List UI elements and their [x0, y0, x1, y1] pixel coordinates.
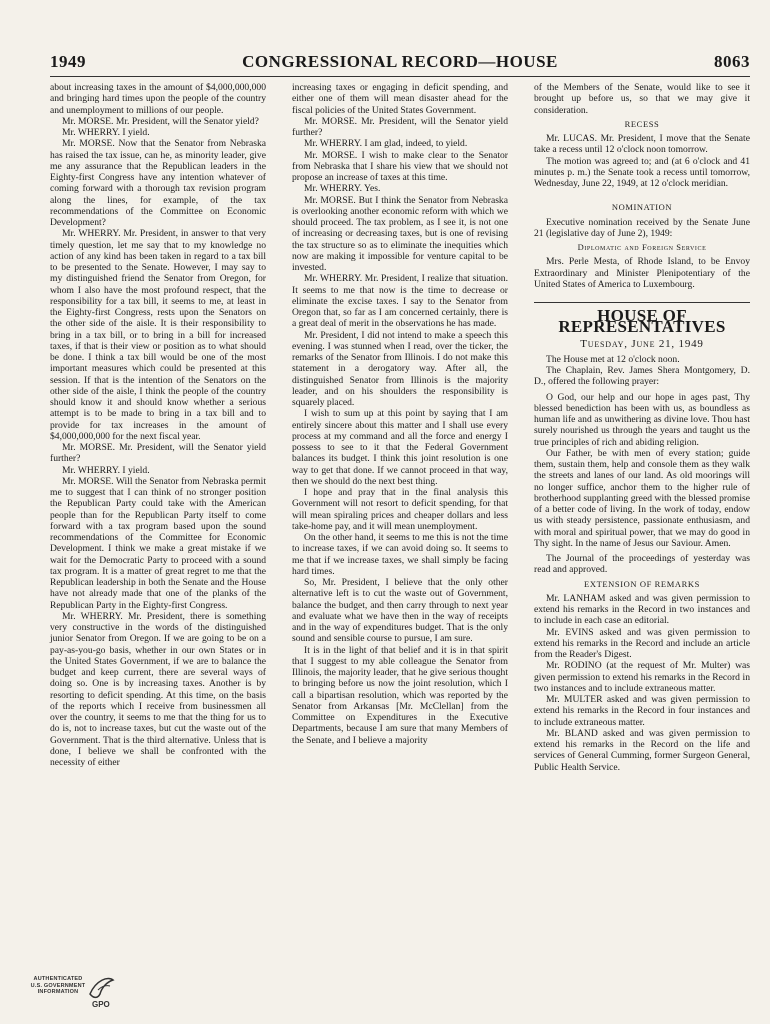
- paragraph: Mr. President, I did not intend to make a speech this evening. I was stunned when I read, over the ticker, the remarks of the Senator from Illinois. I do not make this statement in a derogatory way. After all, the distinguished Senator from Illinois is the majority leader, and on his shoulders the responsibility is squarely placed.: [292, 329, 508, 408]
- paragraph: Mr. MORSE. Mr. President, will the Senator yield?: [62, 115, 259, 127]
- paragraph: Mr. LUCAS. Mr. President, I move that the Senate take a recess until 12 o'clock noon tomorrow.: [534, 133, 750, 156]
- column-3: [534, 82, 750, 773]
- paragraph: about increasing taxes in the amount of $4,000,000,000 and bringing hard times upon the people of the country and unemployment to millions of our people.: [50, 82, 266, 116]
- paragraph: of the Members of the Senate, would like to see it brought up before us, so that we may give it consideration.: [534, 82, 750, 116]
- paragraph: Our Father, be with men of every station; guide them, sustain them, help and console them as they walk the streets and lanes of our land. As old moorings will no longer suffice, anchor them to the higher rule of brotherhood supplanting greed with the blessed promise of a better code of living. In the work of today, endow us with steady persistence, passionate enthusiasm, and with moral and spiritual power, that we may do good in Thy sight. In the name of Jesus our Saviour. Amen.: [534, 447, 750, 549]
- paragraph: Mr. MORSE. But I think the Senator from Nebraska is overlooking another economic reform with which we should proceed. The tax problem, as I see it, is not one of increasing or decreasing taxes, but is one of revising the tax structure so as to eliminate the inequities which now are making it impossible for venture capital to be invested.: [292, 194, 508, 273]
- session-date: Tuesday, June 21, 1949: [580, 337, 704, 350]
- paragraph: Mr. MORSE. Now that the Senator from Nebraska has raised the tax issue, can he, as minority leader, give me any assurance that the Republican leaders in the Eighty-first Congress have any intention whatever of coming forward with a thorough tax revision program along the lines, for example, of the tax recommendations of the Committee on Economic Development?: [50, 138, 266, 228]
- column-2: [292, 82, 508, 773]
- nomination-heading: NOMINATION: [611, 202, 673, 213]
- paragraph: Executive nomination received by the Senate June 21 (legislative day of June 2), 1949:: [534, 216, 750, 239]
- paragraph: Mr. MORSE. I wish to make clear to the Senator from Nebraska that I share his view that we should not propose an increase of taxes at this time.: [292, 149, 508, 183]
- header-page-number: 8063: [714, 52, 750, 71]
- paragraph: Mr. WHERRY. I yield.: [62, 127, 150, 138]
- paragraph: Mr. WHERRY. I yield.: [62, 464, 150, 476]
- header-title: CONGRESSIONAL RECORD—HOUSE: [242, 52, 558, 71]
- paragraph: Mr. WHERRY. Yes.: [304, 183, 381, 195]
- house-title: HOUSE OF REPRESENTATIVES: [534, 302, 750, 333]
- paragraph: Mr. RODINO (at the request of Mr. Multer) was given permission to extend his remarks in the Record in two instances and to include extraneous matter.: [534, 660, 750, 694]
- paragraph: Mrs. Perle Mesta, of Rhode Island, to be Envoy Extraordinary and Minister Plenipotentiary of the United States of America to Luxembourg.: [534, 256, 750, 290]
- paragraph: Mr. LANHAM asked and was given permission to extend his remarks in the Record in two instances and to include in each case an editorial.: [534, 592, 750, 627]
- paragraph: I wish to sum up at this point by saying that I am entirely sincere about this matter and I shall use every process at my command and all the force and energy I possess to see to it that the Federal Government balances its budget. I think this joint resolution is one way to get that done. If we cannot proceed in that way, then we should do the next best thing.: [292, 408, 508, 487]
- paragraph: Mr. WHERRY. Mr. President, there is something very constructive in the words of the distinguished junior Senator from Oregon. If we are going to be on a pay-as-you-go basis, whether in our own States or in the United States Government, if we are to balance the budget and keep current, there are several ways of doing so. One is by increasing taxes. Another is by resorting to deficit spending. At this time, on the basis of the reports which I receive from businessmen all over the country, it seems to me that the thing for us to do is, not to increase taxes, but cut the waste out of the Government. That is the third alternative. Unless that is done, I believe we shall be confronted with the necessity of either: [50, 610, 266, 768]
- header-year: 1949: [50, 52, 86, 71]
- extension-heading: EXTENSION OF REMARKS: [584, 578, 700, 589]
- diplomatic-heading: Diplomatic and Foreign Service: [577, 242, 707, 252]
- paragraph: Mr. MORSE. Mr. President, will the Senator yield further?: [292, 115, 508, 138]
- paragraph: Mr. WHERRY. Mr. President, I realize that situation. It seems to me that now is the time to decrease or eliminate the excise taxes. I say to the Senator from Oregon that, so far as I am concerned certainly, there is a great deal of merit in the observations he has made.: [292, 273, 508, 330]
- paragraph: O God, our help and our hope in ages past, Thy blessed benediction has been with us, as boundless as human life and as unwithering as divine love. Thou hast surely nourished us through the years and taught us the true principles of rich and abiding religion.: [534, 391, 750, 448]
- paragraph: Mr. MULTER asked and was given permission to extend his remarks in the Record in four instances and to include extraneous matter.: [534, 694, 750, 728]
- paragraph: Mr. WHERRY. I am glad, indeed, to yield.: [304, 138, 468, 150]
- page-header: [50, 52, 750, 77]
- paragraph: Mr. MORSE. Will the Senator from Nebraska permit me to suggest that I can think of no stronger position the Republican Party could take with the American people than for the Republican Party itself to come forward with a tax program based upon the sound recommendations of the Committee for Economic Development. I think we make a great mistake if we wait for the Democratic Party to proceed with a sound tax program. It is a matter of great regret to me that the Republican leadership in both the Senate and the House have not already made that one of the planks of the Republican Party in the Eighty-first Congress.: [50, 475, 266, 611]
- gpo-label: GPO: [92, 1000, 110, 1009]
- paragraph: Mr. MORSE. Mr. President, will the Senator yield further?: [50, 442, 266, 465]
- paragraph: It is in the light of that belief and it is in that spirit that I suggest to my able colleague the Senator from Illinois, the majority leader, that he give serious thought to bringing before us now the joint resolution, which I call a bipartisan resolution, which was reported by the Senator from Arkansas [Mr. McClellan] from the Committee on Expenditures in the Executive Departments, because I am sure that many Members of the Senate, and I believe a majority: [292, 644, 508, 746]
- paragraph: The House met at 12 o'clock noon.: [546, 353, 680, 365]
- body-columns: [50, 82, 750, 773]
- gpo-authentication-seal: [8, 970, 118, 1018]
- column-1: [50, 82, 266, 773]
- paragraph: So, Mr. President, I believe that the only other alternative left is to cut the waste out of Government, balance the budget, and then carry through to next year and evaluate what we have then in the way of receipts and in the way of expenditures budget. That is the only sound and sensible course to pursue, I am sure.: [292, 577, 508, 645]
- paragraph: increasing taxes or engaging in deficit spending, and either one of them will mean disaster ahead for the fiscal policies of the United States Government.: [292, 82, 508, 116]
- paragraph: The Chaplain, Rev. James Shera Montgomery, D. D., offered the following prayer:: [534, 365, 750, 388]
- paragraph: Mr. WHERRY. Mr. President, in answer to that very timely question, let me say that to my knowledge no action of any kind has been taken in regard to a tax bill to be presented to the Senate. However, I may say to my distinguished friend the Senator from Oregon, for whom I also have the most profound respect, that the responsibility for a tax bill, it seems to me, at least in the Eighty-first Congress, rests upon the Senators on the other side of the aisle. It is their responsibility to bring in a tax bill, or to bring in a bill for increased taxes, if that is their view or position as to what should be done. I think a tax bill would be one of the most important measures which could be presented at this session. If that is the intention of the Senators on the other side of the aisle, I think the people of the country should know it and should know whether a serious attempt is to be made to bring in a tax bill and to provide for tax increases in the amount of $4,000,000,000 for the next fiscal year.: [50, 228, 266, 442]
- paragraph: Mr. EVINS asked and was given permission to extend his remarks in the Record and include an article from the Reader's Digest.: [534, 626, 750, 660]
- paragraph: On the other hand, it seems to me this is not the time to increase taxes, if we can avoid doing so. It seems to me that if we increase taxes, we shall simply be facing hard times.: [292, 532, 508, 577]
- paragraph: The Journal of the proceedings of yesterday was read and approved.: [534, 553, 750, 576]
- seal-text: AUTHENTICATED U.S. GOVERNMENT INFORMATION: [30, 976, 86, 995]
- paragraph: The motion was agreed to; and (at 6 o'clock and 41 minutes p. m.) the Senate took a recess until tomorrow, Wednesday, June 22, 1949, at 12 o'clock meridian.: [534, 155, 750, 189]
- recess-heading: RECESS: [624, 118, 660, 129]
- paragraph: Mr. BLAND asked and was given permission to extend his remarks in the Record on the life and services of General Cumming, former Surgeon General, Public Health Service.: [534, 727, 750, 773]
- paragraph: I hope and pray that in the final analysis this Government will not resort to deficit spending, for that will mean spiraling prices and cheaper dollars and less take-home pay, and it will mean unemployment.: [292, 487, 508, 532]
